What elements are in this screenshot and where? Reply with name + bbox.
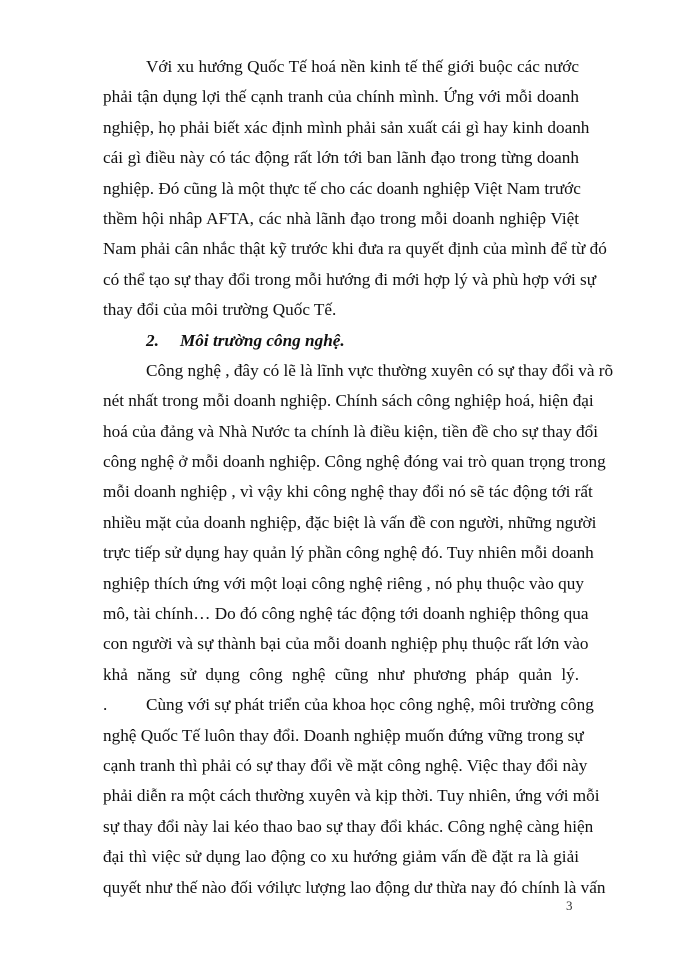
paragraph-2: [103, 356, 614, 690]
document-body: [103, 52, 614, 903]
text-line: nghiệp. Đó cũng là một thực tế cho các doanh nghiệp Việt Nam trước: [103, 178, 581, 198]
text-line: [103, 690, 594, 720]
text-line: mô, tài chính… Do đó công nghệ tác động tới doanh nghiệp thông qua: [103, 604, 589, 624]
text-line: Công nghệ , đây có lẽ là lĩnh vực thường xuyên có sự thay đổi và rõ: [146, 360, 614, 380]
text-line-content: Cùng với sự phát triển của khoa học công nghệ, môi trường công: [146, 695, 594, 715]
text-line: phải tận dụng lợi thế cạnh tranh của chính mình. Ứng với mỗi doanh: [103, 87, 579, 107]
text-line: đại thì việc sử dụng lao động co xu hướng giảm vấn đề đặt ra là giải: [103, 847, 579, 867]
text-line: Nam phải cân nhắc thật kỹ trước khi đưa ra quyết định của mình để từ đó: [103, 239, 607, 259]
paragraph-1: [103, 52, 607, 326]
text-line: có thể tạo sự thay đổi trong mỗi hướng đi mới hợp lý và phù hợp với sự: [103, 269, 597, 289]
text-line: sự thay đổi này lai kéo thao bao sự thay đổi khác. Công nghệ càng hiện: [103, 816, 594, 836]
text-line: nghệ Quốc Tế luôn thay đổi. Doanh nghiệp muốn đứng vững trong sự: [103, 725, 584, 745]
text-line: mỗi doanh nghiệp , vì vậy khi công nghệ thay đổi nó sẽ tác động tới rất: [103, 482, 593, 502]
text-line: khả năng sử dụng công nghệ cũng như phương pháp quản lý.: [103, 664, 579, 684]
text-line: cái gì điều này có tác động rất lớn tới ban lãnh đạo trong từng doanh: [103, 148, 579, 168]
text-line: nghiệp thích ứng với một loại công nghệ riêng , nó phụ thuộc vào quy: [103, 573, 584, 593]
text-line: cạnh tranh thì phải có sự thay đổi về mặt công nghệ. Việc thay đổi này: [103, 755, 588, 775]
section-heading: [103, 326, 579, 356]
text-line: nghiệp, họ phải biết xác định mình phải sản xuất cái gì hay kinh doanh: [103, 117, 590, 137]
text-line: trực tiếp sử dụng hay quản lý phần công nghệ đó. Tuy nhiên mỗi doanh: [103, 543, 594, 563]
paragraph-3: [103, 690, 606, 903]
text-line: công nghệ ở mỗi doanh nghiệp. Công nghệ đóng vai trò quan trọng trong: [103, 452, 606, 472]
section-number: 2.: [146, 330, 159, 350]
text-line: quyết như thế nào đối vớilực lượng lao động dư thừa nay đó chính là vấn: [103, 877, 606, 897]
section-title: Môi trường công nghệ.: [180, 330, 345, 350]
page-number: 3: [566, 898, 573, 913]
text-line: thềm hội nhâp AFTA, các nhà lãnh đạo trong mỗi doanh nghiệp Việt: [103, 208, 579, 228]
text-line: con người và sự thành bại của mỗi doanh nghiệp phụ thuộc rất lớn vào: [103, 634, 589, 654]
leading-dot: .: [103, 695, 108, 715]
text-line: Với xu hướng Quốc Tế hoá nền kinh tế thế giới buộc các nước: [146, 57, 579, 76]
text-line: thay đổi của môi trường Quốc Tế.: [103, 300, 337, 320]
text-line: nhiều mặt của doanh nghiệp, đặc biệt là vấn đề con người, những người: [103, 512, 597, 532]
text-line: nét nhất trong mỗi doanh nghiệp. Chính sách công nghiệp hoá, hiện đại: [103, 391, 594, 411]
text-line: phải diễn ra một cách thường xuyên và kịp thời. Tuy nhiên, ứng với mỗi: [103, 786, 600, 806]
text-line: hoá của đảng và Nhà Nước ta chính là điều kiện, tiền đề cho sự thay đổi: [103, 421, 598, 441]
